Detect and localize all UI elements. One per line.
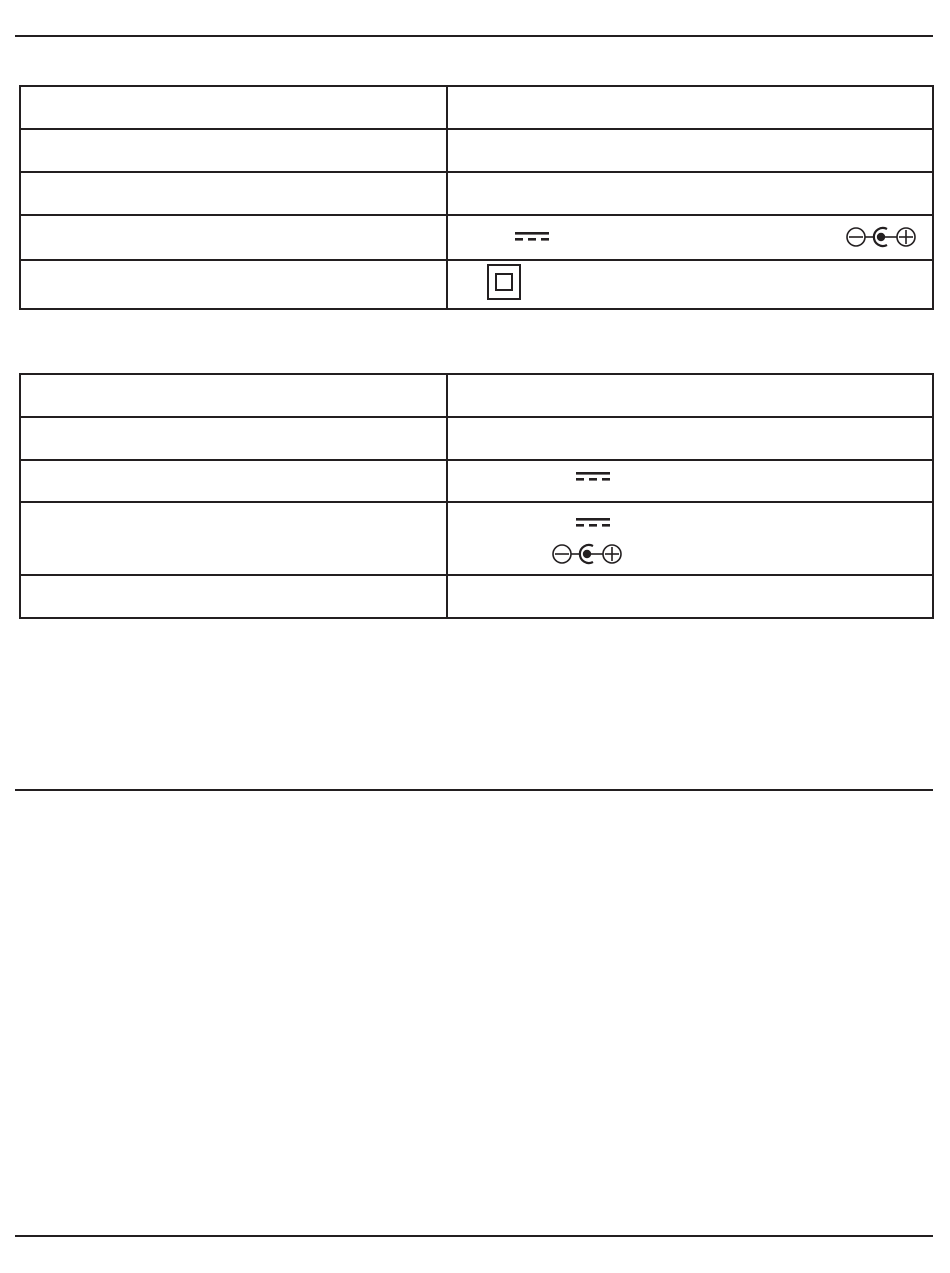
value-cell	[447, 417, 933, 460]
value-cell	[447, 575, 933, 618]
table-row	[20, 460, 933, 502]
label-cell	[20, 86, 447, 129]
dc-current-icon	[515, 231, 549, 241]
table-row	[20, 502, 933, 575]
label-cell	[20, 172, 447, 215]
value-cell	[447, 374, 933, 417]
class-ii-double-insulation-icon	[487, 264, 521, 300]
table-row	[20, 129, 933, 172]
value-cell	[447, 172, 933, 215]
label-cell	[20, 502, 447, 575]
table-row	[20, 172, 933, 215]
label-cell	[20, 260, 447, 309]
label-cell	[20, 215, 447, 260]
polarity-icon	[552, 542, 622, 566]
label-cell	[20, 460, 447, 502]
table-row	[20, 374, 933, 417]
polarity-icon	[846, 225, 916, 249]
spec-table-2	[19, 373, 934, 619]
spec-table-1	[19, 85, 934, 310]
value-cell	[447, 260, 933, 309]
top-rule	[15, 35, 933, 37]
table-row	[20, 260, 933, 309]
label-cell	[20, 575, 447, 618]
bottom-rule	[15, 1235, 933, 1237]
value-cell	[447, 460, 933, 502]
label-cell	[20, 417, 447, 460]
dc-current-icon	[576, 471, 610, 481]
label-cell	[20, 129, 447, 172]
value-cell	[447, 129, 933, 172]
value-cell	[447, 502, 933, 575]
dc-current-icon	[576, 517, 610, 527]
table-row	[20, 417, 933, 460]
table-row	[20, 575, 933, 618]
table-row	[20, 215, 933, 260]
section-rule	[15, 789, 933, 791]
table-row	[20, 86, 933, 129]
value-cell	[447, 215, 933, 260]
value-cell	[447, 86, 933, 129]
label-cell	[20, 374, 447, 417]
